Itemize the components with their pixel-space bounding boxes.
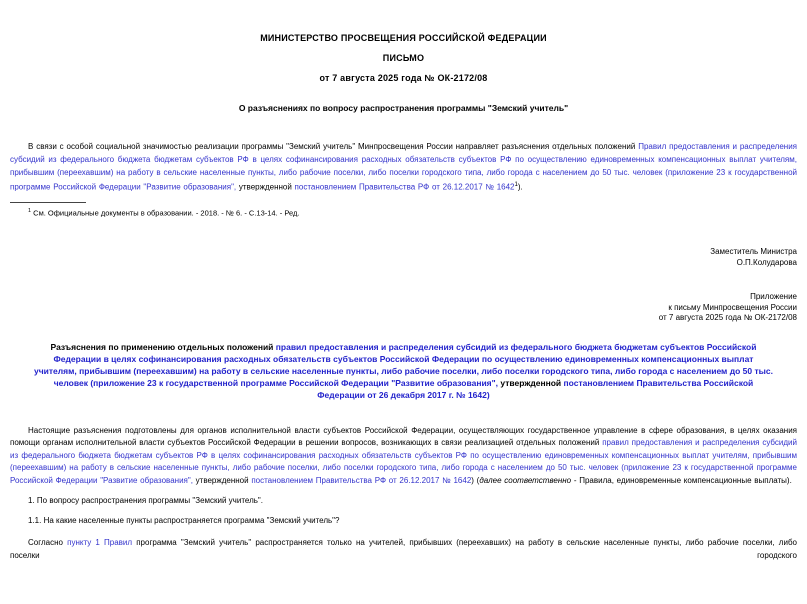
- text-segment: утвержденной: [500, 377, 564, 388]
- footnote-marker: 1: [28, 207, 32, 214]
- appendix-label-line: от 7 августа 2025 года № ОК-2172/08: [658, 313, 797, 323]
- footnote-separator: [10, 202, 86, 203]
- appendix-label-line: Приложение: [750, 292, 797, 302]
- text-segment: ) (: [471, 475, 480, 485]
- appendix-label: [10, 292, 797, 324]
- doc-link[interactable]: постановлением Правительства РФ от 26.12.2017 № 1642: [294, 182, 515, 192]
- appendix-label-line: к письму Минпросвещения России: [668, 302, 797, 312]
- section-item-1: 1. По вопросу распространения программы "Земский учитель".: [28, 496, 263, 506]
- answer-paragraph: [10, 536, 797, 562]
- text-segment: Согласно: [28, 538, 68, 548]
- doc-link[interactable]: Правил предоставления и распределения субсидий из федерального бюджета бюджетам субъектов РФ в целях софинансирования расходных обязательств субъектов РФ по осуществлению единовременных компенсационных выплат учителям, прибывшим (переехавшим) на работу в сельские населенные пункты, либо рабочие поселки, либо поселки городского типа, либо города с населением до 50 тыс. человек: [10, 142, 798, 177]
- section-item-1-1: 1.1. На какие населенные пункты распространяется программа "Земский учитель"?: [28, 516, 340, 526]
- signer-name: О.П.Колударова: [736, 258, 797, 268]
- ministry-name: МИНИСТЕРСТВО ПРОСВЕЩЕНИЯ РОССИЙСКОЙ ФЕДЕРАЦИИ: [260, 33, 547, 43]
- signature-block: [10, 246, 797, 268]
- doc-date-number: от 7 августа 2025 года № ОК-2172/08: [319, 73, 488, 83]
- text-segment: далее соответственно: [479, 475, 572, 485]
- signer-position: Заместитель Министра: [710, 247, 797, 257]
- doc-link[interactable]: (приложение 23 к государственной программе Российской Федерации "Развитие образования",: [10, 168, 797, 192]
- doc-type-heading: ПИСЬМО: [382, 53, 425, 63]
- text-segment: программа "Земский учитель" распространяется только на учителей, прибывших (переехавших) на работу в сельские населенные пункты, либо рабочие поселки, либо поселки городского: [10, 538, 797, 561]
- appendix-title: [10, 341, 797, 401]
- text-segment: утвержденной: [238, 182, 295, 192]
- text-segment: 1: [514, 182, 518, 188]
- document-page: [0, 33, 807, 604]
- doc-link[interactable]: постановлением Правительства Российской Федерации от 26 декабря 2017 г. № 1642): [317, 377, 754, 400]
- text-segment: утвержденной: [195, 475, 252, 485]
- doc-link[interactable]: правил предоставления и распределения субсидий из федерального бюджета бюджетам субъектов Российской Федерации в целях софинансирования расходных обязательств субъектов Российской Федерации по осуществлению единовременных компенсационных выплат учителям, прибывшим (переехавшим) на работу в сельские населенные пункты, либо рабочие поселки, либо поселки городского типа, либо города с населением до 50 тыс. человек (приложение 23 к государственной программе Российской Федерации "Развитие образования",: [34, 341, 773, 388]
- text-segment: Настоящие разъяснения подготовлены для органов исполнительной власти субъектов Российской Федерации, осуществляющих государственное управление в сфере образования, в целях оказания помощи органам исполнительной власти субъектов Российской Федерации в решении вопросов, возникающих в связи реализацией отдельных положений: [10, 425, 797, 448]
- text-segment: - Правила, единовременные компенсационные выплаты).: [571, 475, 792, 485]
- doc-subject: О разъяснениях по вопросу распространения программы "Земский учитель": [238, 103, 569, 113]
- doc-link[interactable]: правил предоставления и распределения субсидий из федерального бюджета бюджетам субъектов РФ в целях софинансирования расходных обязательств субъектов РФ по осуществлению единовременных компенсационных выплат учителям, прибывшим (переехавшим) на работу в сельские населенные пункты, либо рабочие поселки, либо поселки городского типа, либо города с населением до 50 тыс. человек: [10, 438, 797, 473]
- footnote-text: См. Официальные документы в образовании. - 2018. - № 6. - С.13-14. - Ред.: [33, 208, 300, 218]
- text-segment: В связи с особой социальной значимостью реализации программы "Земский учитель" Минпросвещения России направляет разъяснения отдельных положений: [28, 142, 639, 151]
- letter-body-paragraph: [10, 140, 797, 194]
- footnote: [10, 206, 797, 219]
- appendix-intro-paragraph: [10, 425, 797, 488]
- doc-link[interactable]: (приложение 23 к государственной программе Российской Федерации "Развитие образования",: [10, 463, 797, 485]
- text-segment: ).: [517, 182, 523, 192]
- doc-link[interactable]: постановлением Правительства РФ от 26.12.2017 № 1642: [251, 475, 472, 485]
- text-segment: Разъяснения по применению отдельных положений: [50, 341, 276, 352]
- doc-link[interactable]: пункту 1 Правил: [67, 538, 133, 548]
